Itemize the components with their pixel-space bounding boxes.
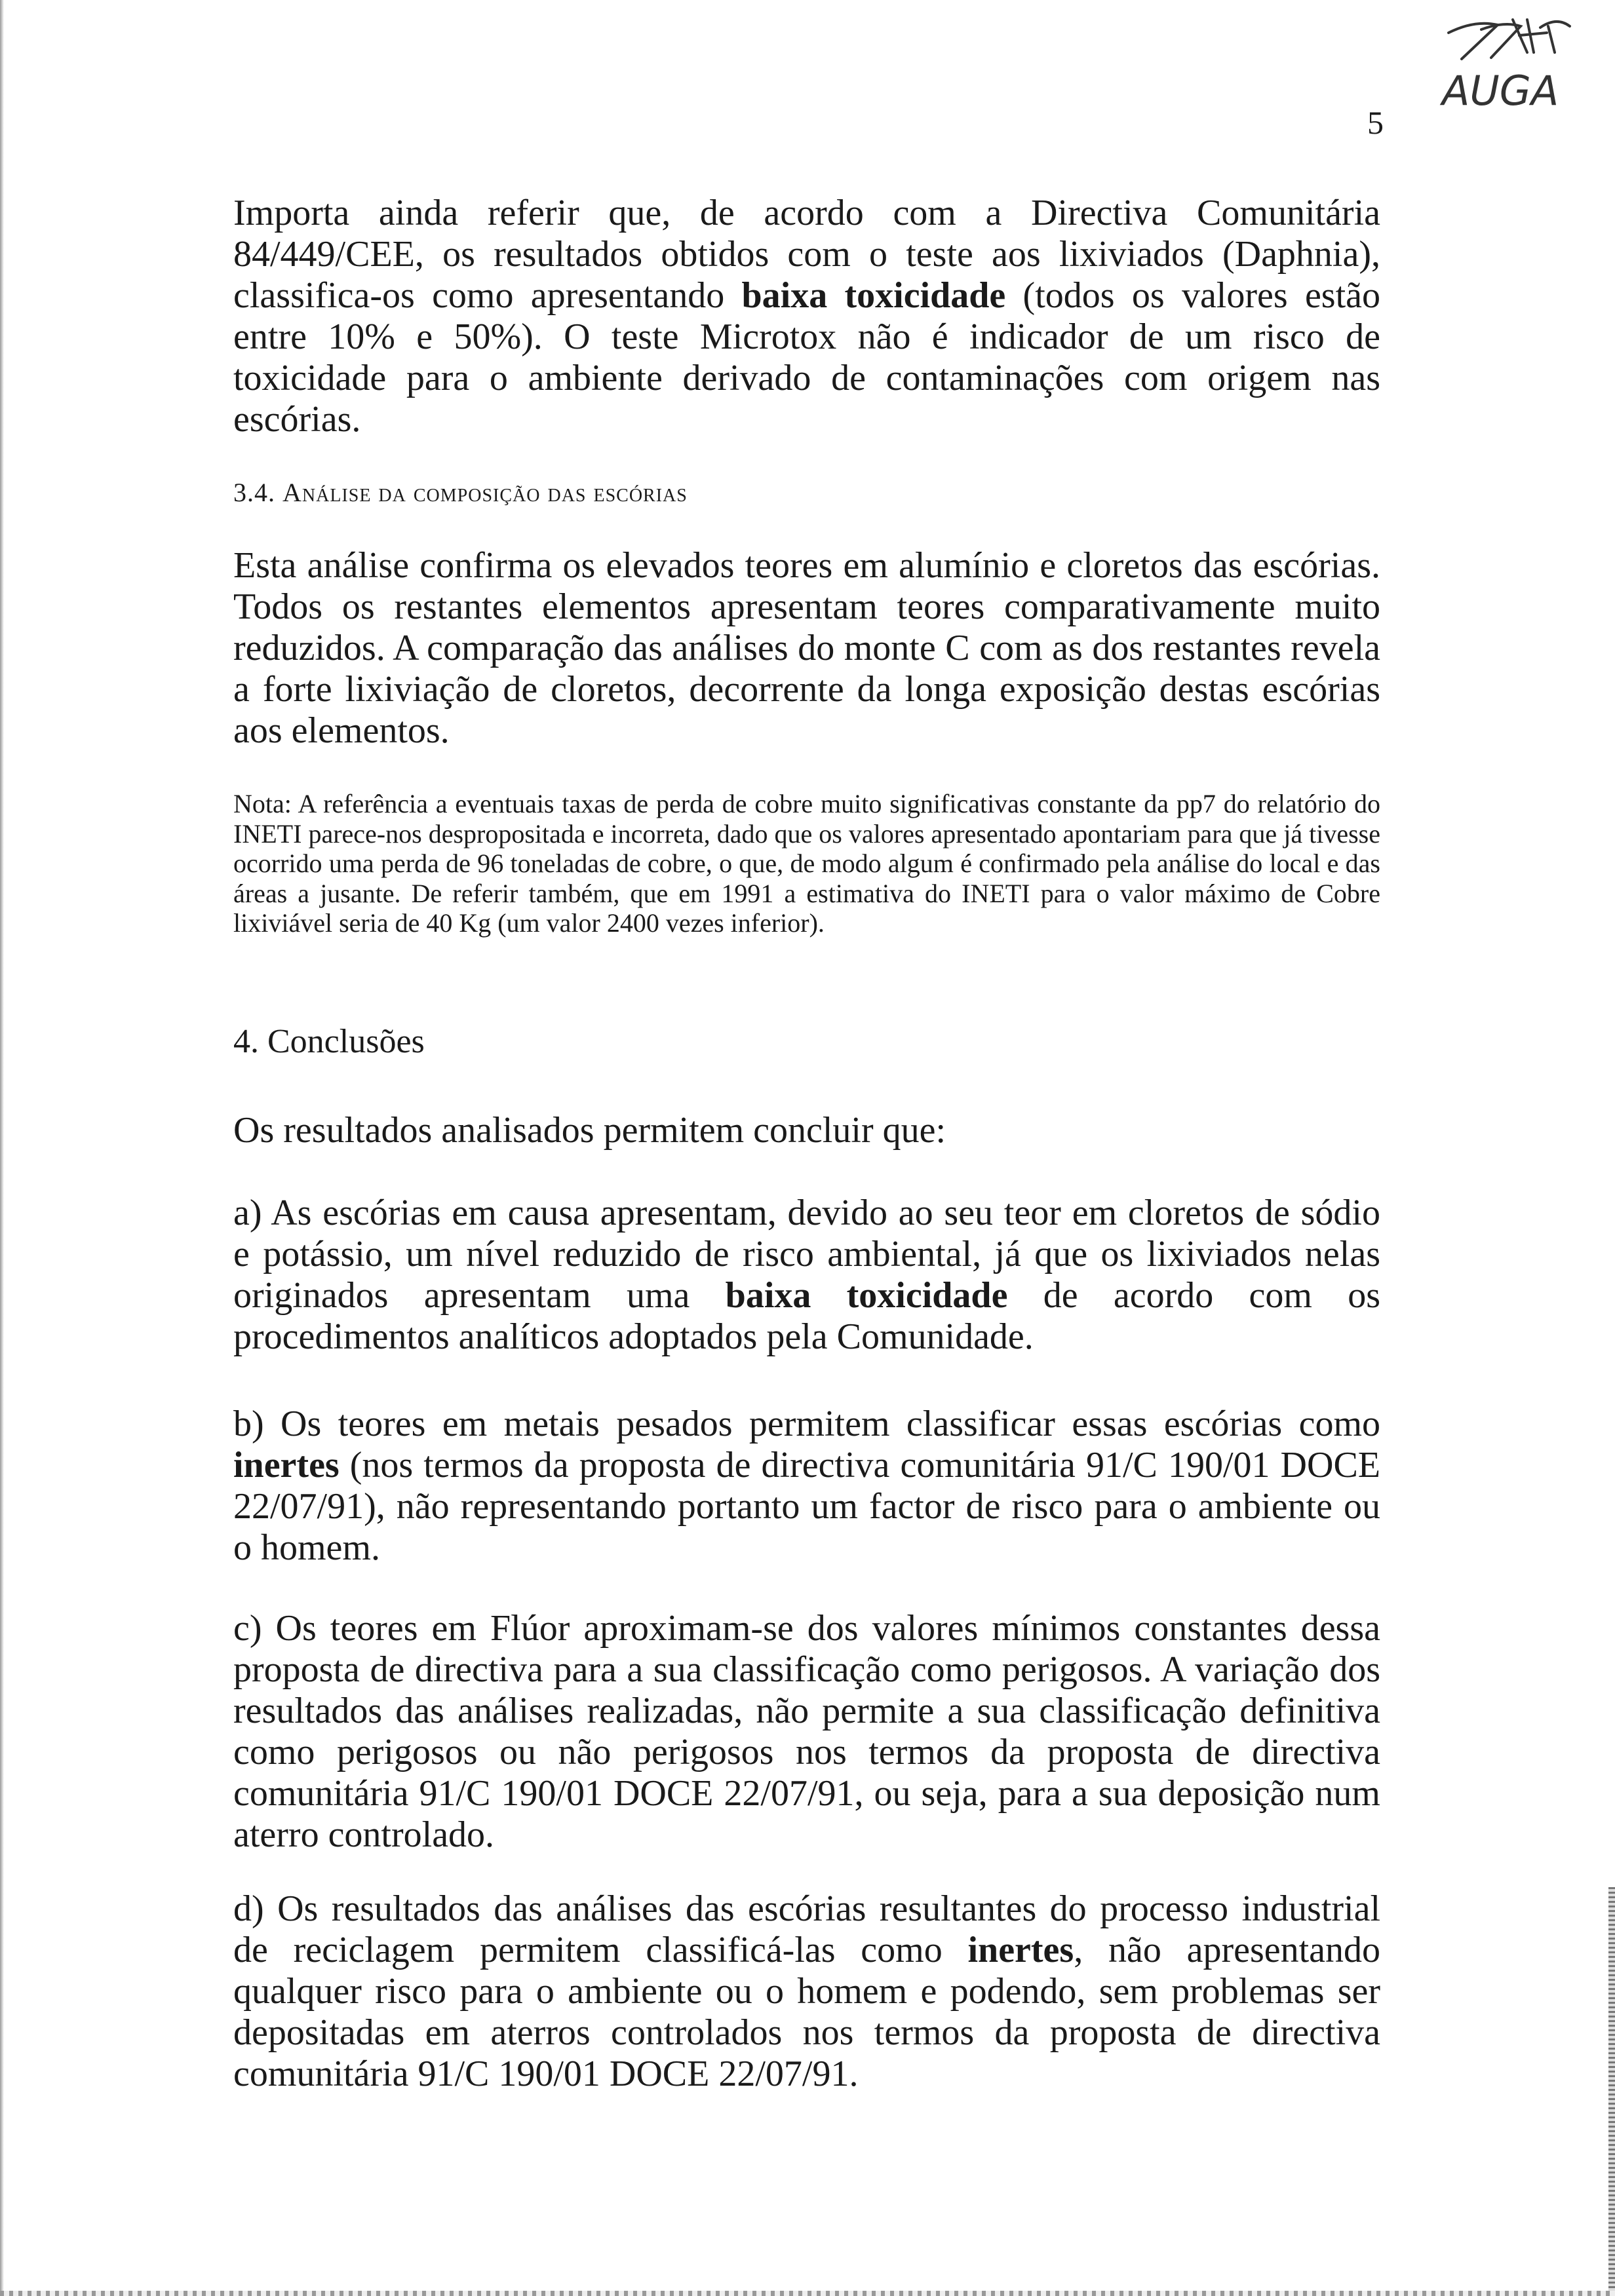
conclusion-a: a) As escórias em causa apresentam, devido ao seu teor em cloretos de sódio e potássio, um nível reduzido de risco ambiental, já que os lixiviados nelas originados apresentam uma baixa toxicidade de acordo com os procedimentos analíticos adoptados pela Comunidade. xyxy=(233,1193,1381,1357)
conclusion-d: d) Os resultados das análises das escórias resultantes do processo industrial de reciclagem permitem classificá-las como inertes, não apresentando qualquer risco para o ambiente ou o homem e podendo, sem problemas ser depositadas em aterros controlados nos termos da proposta de directiva comunitária 91/C 190/01 DOCE 22/07/91. xyxy=(233,1888,1381,2094)
section-3-4-paragraph: Esta análise confirma os elevados teores em alumínio e cloretos das escórias. Todos os restantes elementos apresentam teores comparativamente muito reduzidos. A comparação das análises do monte C com as dos restantes revela a forte lixiviação de cloretos, decorrente da longa exposição destas escórias aos elementos. xyxy=(233,545,1380,751)
svg-text:AUGA: AUGA xyxy=(1442,67,1559,111)
conclusions-lead: Os resultados analisados permitem concluir que: xyxy=(233,1110,946,1151)
conclusion-c: c) Os teores em Flúor aproximam-se dos valores mínimos constantes dessa proposta de directiva para a sua classificação como perigosos. A variação dos resultados das análises realizadas, não permite a sua classificação definitiva como perigosos ou não perigosos nos termos da proposta de directiva comunitária 91/C 190/01 DOCE 22/07/91, ou seja, para a sua deposição num aterro controlado. xyxy=(233,1608,1380,1855)
scan-edge-left xyxy=(0,0,4,2296)
conclusion-b: b) Os teores em metais pesados permitem classificar essas escórias como inertes (nos termos da proposta de directiva comunitária 91/C 190/01 DOCE 22/07/91), não representando portanto um factor de risco para o ambiente ou o homem. xyxy=(233,1404,1380,1568)
intro-paragraph: Importa ainda referir que, de acordo com a Directiva Comunitária 84/449/CEE, os resultados obtidos com o teste aos lixiviados (Daphnia), classifica-os como apresentando baixa toxicidade (todos os valores estão entre 10% e 50%). O teste Microtox não é indicador de um risco de toxicidade para o ambiente derivado de contaminações com origem nas escórias. xyxy=(233,193,1381,440)
handwritten-annotation xyxy=(1435,13,1580,111)
scan-edge-right xyxy=(1608,1887,1615,2296)
scan-edge-bottom xyxy=(0,2291,1615,2296)
page-number: 5 xyxy=(1367,104,1384,141)
note-paragraph: Nota: A referência a eventuais taxas de perda de cobre muito significativas constante da pp7 do relatório do INETI parece-nos despropositada e incorreta, dado que os valores apresentado apontariam para que já tivesse ocorrido uma perda de 96 toneladas de cobre, o que, de modo algum é confirmado pela análise do local e das áreas a jusante. De referir também, que em 1991 a estimativa do INETI para o valor máximo de Cobre lixiviável seria de 40 Kg (um valor 2400 vezes inferior). xyxy=(233,789,1380,938)
section-3-4-heading: 3.4. Análise da composição das escórias xyxy=(233,478,688,507)
section-4-heading: 4. Conclusões xyxy=(233,1023,425,1060)
